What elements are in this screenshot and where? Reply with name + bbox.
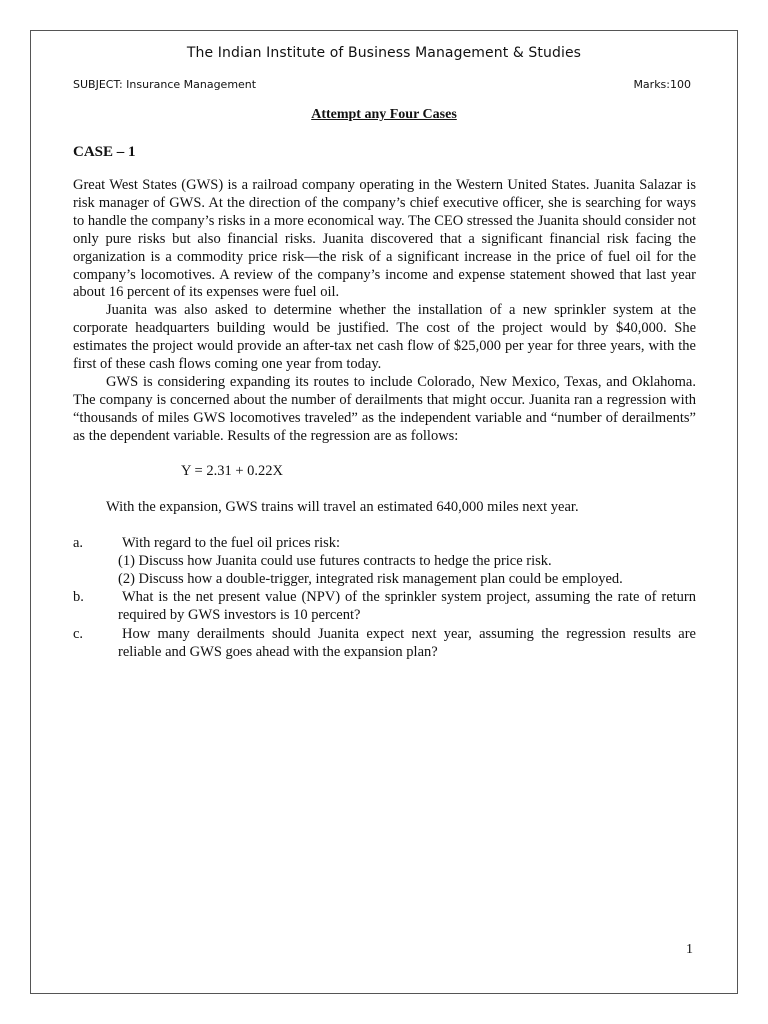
regression-equation: Y = 2.31 + 0.22X [181,463,284,479]
marks-label: Marks:100 [633,78,691,91]
case-heading: CASE – 1 [73,144,136,160]
subject-line: SUBJECT: Insurance Management [73,78,257,91]
question-a-letter: a. [73,535,84,551]
case-paragraph-2: Juanita was also asked to determine whether the installation of a new sprinkler system at the corporate headquarters building would be justified. The cost of the project would by $40,000. She estimates the project would provide an after-tax net cash flow of $25,000 per year for three years, with the first of these cash flows coming one year from today. [73,302,696,372]
question-b-text: What is the net present value (NPV) of the sprinkler system project, assuming the rate of return required by GWS investors is 10 percent? [118,589,696,623]
institute-title: The Indian Institute of Business Management & Studies [186,45,582,61]
question-c-letter: c. [73,626,84,642]
case-paragraph-1: Great West States (GWS) is a railroad company operating in the Western United States. Juanita Salazar is risk manager of GWS. At the direction of the company’s chief executive officer, she is searching for ways to handle the company’s risks in a more economical way. The CEO stressed the Juanita should consider not only pure risks but also financial risks. Juanita discovered that a significant financial risk facing the organization is a commodity price risk—the risk of a significant increase in the price of fuel oil for the company’s locomotives. A review of the company’s income and expense statement showed that last year about 16 percent of its expenses were fuel oil. [73,177,696,301]
question-c-text: How many derailments should Juanita expect next year, assuming the regression results are reliable and GWS goes ahead with the expansion plan? [118,626,696,660]
question-a-subitem-2: (2) Discuss how a double-trigger, integrated risk management plan could be employed. [118,571,623,587]
question-b-letter: b. [73,589,84,605]
question-a-text: With regard to the fuel oil prices risk: [122,535,341,551]
case-paragraph-3: GWS is considering expanding its routes to include Colorado, New Mexico, Texas, and Oklahoma. The company is concerned about the number of derailments that might occur. Juanita ran a regression with “thousands of miles GWS locomotives traveled” as the independent variable and “number of derailments” as the dependent variable. Results of the regression are as follows: [73,374,696,444]
question-a-subitem-1: (1) Discuss how Juanita could use futures contracts to hedge the price risk. [118,553,552,569]
expansion-statement: With the expansion, GWS trains will travel an estimated 640,000 miles next year. [106,499,579,515]
instruction-heading: Attempt any Four Cases [311,107,457,122]
page-number: 1 [686,942,693,957]
